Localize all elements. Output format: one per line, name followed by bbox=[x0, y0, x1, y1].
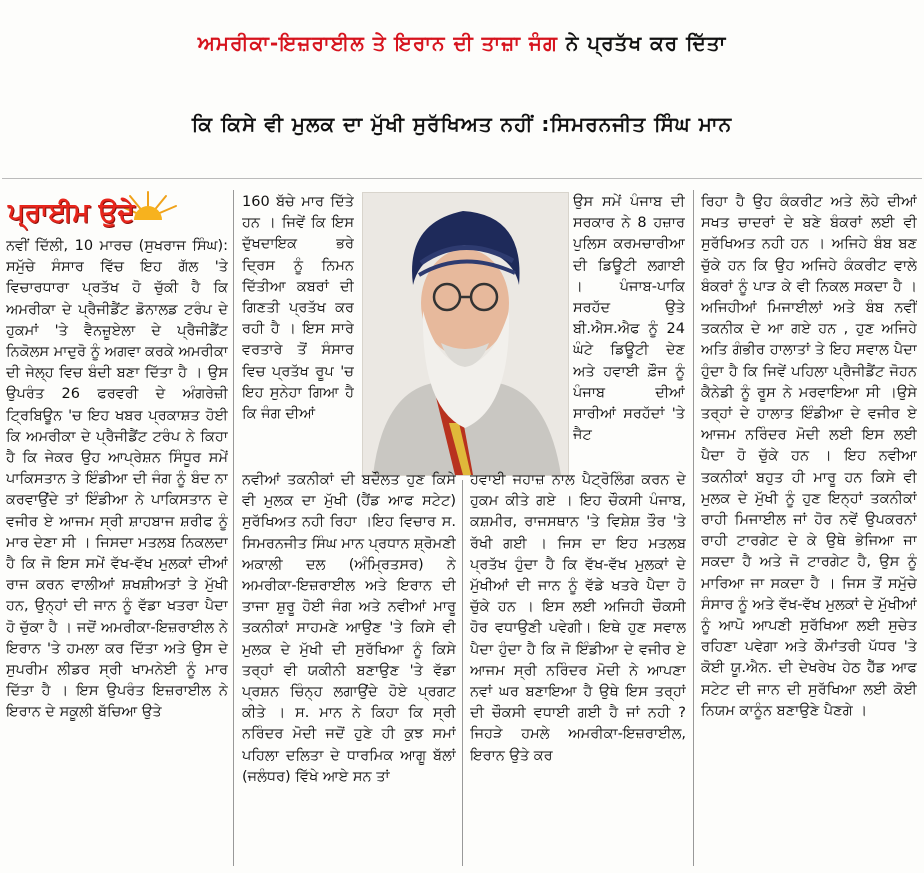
portrait-illustration bbox=[363, 193, 568, 475]
logo-text: ਪ੍ਰਾਈਮ ਉਦੇ bbox=[8, 198, 135, 228]
portrait-photo bbox=[362, 192, 569, 476]
column-separator bbox=[693, 190, 694, 866]
article-column-1: ਨਵੀਂ ਦਿੱਲੀ, 10 ਮਾਰਚ (ਸੁਖਰਾਜ ਸਿੰਘ): ਸਮੁੱਚੇ ਸੰਸਾਰ ਵਿੱਚ ਇਹ ਗੱਲ 'ਤੇ ਵਿਚਾਰਧਾਰਾ ਪ੍ਰਤੱਖ ਹੋ ਚੁੱਕੀ ਹੈ ਕਿ ਅਮਰੀਕਾ ਦੇ ਪ੍ਰੈਜੀਡੈਂਟ ਡੋਨਾਲਡ ਟਰੰਪ ਦੇ ਹੁਕਮਾਂ 'ਤੇ ਵੈਨਜ਼ੂਏਲਾ ਦੇ ਪ੍ਰੈਜੀਡੈਂਟ ਨਿਕੋਲਸ ਮਾਦੁਰੋ ਨੂੰ ਅਗਵਾ ਕਰਕੇ ਅਮਰੀਕਾ ਦੀ ਜੇਲ੍ਹ ਵਿਚ ਬੰਦੀ ਬਣਾ ਦਿੱਤਾ ਹੈ । ਉਸ ਉਪਰੰਤ 26 ਫਰਵਰੀ ਦੇ ਅੰਗਰੇਜ਼ੀ ਟ੍ਰਿਬਿਊਨ 'ਚ ਇਹ ਖਬਰ ਪ੍ਰਕਾਸ਼ਤ ਹੋਈ ਕਿ ਅਮਰੀਕਾ ਦੇ ਪ੍ਰੈਜੀਡੈਂਟ ਟਰੰਪ ਨੇ ਕਿਹਾ ਹੈ ਕਿ ਜੇਕਰ ਉਹ ਆਪ੍ਰੇਸ਼ਨ ਸਿੰਧੂਰ ਸਮੇਂ ਪਾਕਿਸਤਾਨ ਤੇ ਇੰਡੀਆ ਦੀ ਜੰਗ ਨੂੰ ਬੰਦ ਨਾ ਕਰਵਾਉਂਦੇ ਤਾਂ ਇੰਡੀਆ ਨੇ ਪਾਕਿਸਤਾਨ ਦੇ ਵਜੀਰ ਏ ਆਜਮ ਸ੍ਰੀ ਸ਼ਾਹਬਾਜ ਸ਼ਰੀਫ ਨੂੰ ਮਾਰ ਦੇਣਾ ਸੀ । ਜਿਸਦਾ ਮਤਲਬ ਨਿਕਲਦਾ ਹੈ ਕਿ ਜੋ ਇਸ ਸਮੇਂ ਵੱਖ-ਵੱਖ ਮੁਲਕਾਂ ਦੀਆਂ ਰਾਜ ਕਰਨ ਵਾਲੀਆਂ ਸ਼ਖਸ਼ੀਅਤਾਂ ਤੇ ਮੁੱਖੀ ਹਨ, ਉਨ੍ਹਾਂ ਦੀ ਜਾਨ ਨੂੰ ਵੱਡਾ ਖਤਰਾ ਪੈਦਾ ਹੋ ਚੁੱਕਾ ਹੈ । ਜਦੋਂ ਅਮਰੀਕਾ-ਇਜ਼ਰਾਈਲ ਨੇ ਇਰਾਨ 'ਤੇ ਹਮਲਾ ਕਰ ਦਿੱਤਾ ਅਤੇ ਉਸ ਦੇ ਸੁਪਰੀਮ ਲੀਡਰ ਸ੍ਰੀ ਖਾਮਨੇਈ ਨੂੰ ਮਾਰ ਦਿੱਤਾ ਹੈ । ਇਸ ਉਪਰੰਤ ਇਜ਼ਰਾਈਲ ਨੇ ਇਰਾਨ ਦੇ ਸਕੂਲੀ ਬੱਚਿਆ ਉਤੇ bbox=[6, 238, 228, 721]
article-column-3-top: ਉਸ ਸਮੇਂ ਪੰਜਾਬ ਦੀ ਸਰਕਾਰ ਨੇ 8 ਹਜ਼ਾਰ ਪੁਲਿਸ ਕਰਮਚਾਰੀਆ ਦੀ ਡਿਊਟੀ ਲਗਾਈ । ਪੰਜਾਬ-ਪਾਕਿ ਸਰਹੱਦ ਉਤੇ ਬੀ.ਐਸ.ਐਫ ਨੂੰ 24 ਘੰਟੇ ਡਿਊਟੀ ਦੇਣ ਅਤੇ ਹਵਾਈ ਫ਼ੌਜ ਨੂੰ ਪੰਜਾਬ ਦੀਆਂ ਸਾਰੀਆਂ ਸਰਹੱਦਾਂ 'ਤੇ ਜੈਟ bbox=[573, 194, 685, 444]
headline-divider bbox=[2, 178, 922, 179]
article-column-3-bottom: ਹਵਾਈ ਜਹਾਜ਼ ਨਾਲ ਪੈਟ੍ਰੋਲਿੰਗ ਕਰਨ ਦੇ ਹੁਕਮ ਕੀਤੇ ਗਏ । ਇਹ ਚੌਕਸੀ ਪੰਜਾਬ, ਕਸ਼ਮੀਰ, ਰਾਜਸਥਾਨ 'ਤੇ ਵਿਸ਼ੇਸ਼ ਤੌਰ 'ਤੇ ਰੱਖੀ ਗਈ । ਜਿਸ ਦਾ ਇਹ ਮਤਲਬ ਪ੍ਰਤੱਖ ਹੁੰਦਾ ਹੈ ਕਿ ਵੱਖ-ਵੱਖ ਮੁਲਕਾਂ ਦੇ ਮੁੱਖੀਆਂ ਦੀ ਜਾਨ ਨੂੰ ਵੱਡੇ ਖਤਰੇ ਪੈਦਾ ਹੋ ਚੁੱਕੇ ਹਨ । ਇਸ ਲਈ ਅਜਿਹੀ ਚੌਕਸੀ ਹੋਰ ਵਧਾਉਣੀ ਪਵੇਗੀ। ਇਥੇ ਹੁਣ ਸਵਾਲ ਪੈਦਾ ਹੁੰਦਾ ਹੈ ਕਿ ਜੋ ਇੰਡੀਆ ਦੇ ਵਜੀਰ ਏ ਆਜਮ ਸ੍ਰੀ ਨਰਿੰਦਰ ਮੋਦੀ ਨੇ ਆਪਣਾ ਨਵਾਂ ਘਰ ਬਣਾਇਆ ਹੈ ਉਥੇ ਇਸ ਤਰ੍ਹਾਂ ਦੀ ਚੌਕਸੀ ਵਧਾਈ ਗਈ ਹੈ ਜਾਂ ਨਹੀ ? ਜਿਹੜੇ ਹਮਲੇ ਅਮਰੀਕਾ-ਇਜ਼ਰਾਈਲ, ਇਰਾਨ ਉਤੇ ਕਰ bbox=[470, 472, 686, 764]
article-column-4: ਰਿਹਾ ਹੈ ਉਹ ਕੰਕਰੀਟ ਅਤੇ ਲੋਹੇ ਦੀਆਂ ਸਖਤ ਚਾਦਰਾਂ ਦੇ ਬਣੇ ਬੰਕਰਾਂ ਲਈ ਵੀ ਸੁਰੱਖਿਅਤ ਨਹੀ ਹਨ । ਅਜਿਹੇ ਬੰਬ ਬਣ ਚੁੱਕੇ ਹਨ ਕਿ ਉਹ ਅਜਿਹੇ ਕੰਕਰੀਟ ਵਾਲੇ ਬੰਕਰਾਂ ਨੂੰ ਪਾੜ ਕੇ ਵੀ ਨਿਕਲ ਸਕਦਾ ਹੈ । ਅਜਿਹੀਆਂ ਮਿਜਾਈਲਾਂ ਅਤੇ ਬੰਬ ਨਵੀਂ ਤਕਨੀਕ ਦੇ ਆ ਗਏ ਹਨ , ਹੁਣ ਅਜਿਹੇ ਅਤਿ ਗੰਭੀਰ ਹਾਲਾਤਾਂ ਤੇ ਇਹ ਸਵਾਲ ਪੈਦਾ ਹੁੰਦਾ ਹੈ ਕਿ ਜਿਵੇਂ ਪਹਿਲਾ ਪ੍ਰੈਜੀਡੈਂਟ ਜੋਹਨ ਕੈਨੇਡੀ ਨੂੰ ਰੂਸ ਨੇ ਮਰਵਾਇਆ ਸੀ ।ਉਸੇ ਤਰ੍ਹਾਂ ਦੇ ਹਾਲਾਤ ਇੰਡੀਆ ਦੇ ਵਜੀਰ ਏ ਆਜਮ ਨਰਿੰਦਰ ਮੋਦੀ ਲਈ ਇਸ ਲਈ ਪੈਦਾ ਹੋ ਚੁੱਕੇ ਹਨ । ਇਹ ਨਵੀਆ ਤਕਨੀਕਾਂ ਬਹੁਤ ਹੀ ਮਾਰੂ ਹਨ ਕਿਸੇ ਵੀ ਮੁਲਕ ਦੇ ਮੁੱਖੀ ਨੂੰ ਹੁਣ ਇਨ੍ਹਾਂ ਤਕਨੀਕਾਂ ਰਾਹੀ ਮਿਜਾਈਲ ਜਾਂ ਹੋਰ ਨਵੇਂ ਉਪਕਰਨਾਂ ਰਾਹੀ ਟਾਰਗੇਟ ਦੇ ਕੇ ਉਥੇ ਭੇਜਿਆ ਜਾ ਸਕਦਾ ਹੈ ਅਤੇ ਜੋ ਟਾਰਗੇਟ ਹੈ, ਉਸ ਨੂੰ ਮਾਰਿਆ ਜਾ ਸਕਦਾ ਹੈ । ਜਿਸ ਤੋਂ ਸਮੁੱਚੇ ਸੰਸਾਰ ਨੂੰ ਅਤੇ ਵੱਖ-ਵੱਖ ਮੁਲਕਾਂ ਦੇ ਮੁੱਖੀਆਂ ਨੂੰ ਆਪੋ ਆਪਣੀ ਸੁਰੱਖਿਆ ਲਈ ਸੁਚੇਤ ਰਹਿਣਾ ਪਵੇਗਾ ਅਤੇ ਕੌਮਾਂਤਰੀ ਪੱਧਰ 'ਤੇ ਕੋਈ ਯੂ.ਐਨ. ਦੀ ਦੇਖਰੇਖ ਹੇਠ ਹੈੱਡ ਆਫ ਸਟੇਟ ਦੀ ਜਾਨ ਦੀ ਸੁਰੱਖਿਆ ਲਈ ਕੋਈ ਨਿਯਮ ਕਾਨੂੰਨ ਬਣਾਉਣੇ ਪੈਣਗੇ । bbox=[701, 194, 917, 719]
headline-black-part: ਨੇ ਪ੍ਰਤੱਖ ਕਰ ਦਿੱਤਾ bbox=[565, 31, 727, 55]
article-column-2-bottom: ਨਵੀਆਂ ਤਕਨੀਕਾਂ ਦੀ ਬਦੌਲਤ ਹੁਣ ਕਿਸੇ ਵੀ ਮੁਲਕ ਦਾ ਮੁੱਖੀ (ਹੈਂਡ ਆਫ ਸਟੇਟ) ਸੁਰੱਖਿਅਤ ਨਹੀ ਰਿਹਾ ।ਇਹ ਵਿਚਾਰ ਸ. ਸਿਮਰਨਜੀਤ ਸਿੰਘ ਮਾਨ ਪ੍ਰਧਾਨ ਸ਼੍ਰੋਮਣੀ ਅਕਾਲੀ ਦਲ (ਅੰਮ੍ਰਿਤਸਰ) ਨੇ ਅਮਰੀਕਾ-ਇਜ਼ਰਾਈਲ ਅਤੇ ਇਰਾਨ ਦੀ ਤਾਜਾ ਸ਼ੁਰੂ ਹੋਈ ਜੰਗ ਅਤੇ ਨਵੀਆਂ ਮਾਰੂ ਤਕਨੀਕਾਂ ਸਾਹਮਣੇ ਆਉਣ 'ਤੇ ਕਿਸੇ ਵੀ ਮੁਲਕ ਦੇ ਮੁੱਖੀ ਦੀ ਸੁਰੱਖਿਆ ਨੂੰ ਕਿਸੇ ਤਰ੍ਹਾਂ ਵੀ ਯਕੀਨੀ ਬਣਾਉਣ 'ਤੇ ਵੱਡਾ ਪ੍ਰਸ਼ਨ ਚਿੰਨ੍ਹ ਲਗਾਉਂਦੇ ਹੋਏ ਪ੍ਰਗਟ ਕੀਤੇ । ਸ. ਮਾਨ ਨੇ ਕਿਹਾ ਕਿ ਸ੍ਰੀ ਨਰਿੰਦਰ ਮੋਦੀ ਜਦੋਂ ਹੁਣੇ ਹੀ ਕੁਝ ਸਮਾਂ ਪਹਿਲਾ ਦਲਿਤਾ ਦੇ ਧਾਰਮਿਕ ਆਗੂ ਬੱਲਾਂ (ਜਲੰਧਰ) ਵਿੱਖੇ ਆਏ ਸਨ ਤਾਂ bbox=[242, 472, 456, 785]
article-column-2-top: 160 ਬੱਚੇ ਮਾਰ ਦਿੱਤੇ ਹਨ । ਜਿਵੇਂ ਕਿ ਇਸ ਦੁੱਖਦਾਇਕ ਭਰੇ ਦ੍ਰਿਸ ਨੂੰ ਨਿਮਨ ਦਿੱਤੀਆ ਕਬਰਾਂ ਦੀ ਗਿਣਤੀ ਪ੍ਰਤੱਖ ਕਰ ਰਹੀ ਹੈ । ਇਸ ਸਾਰੇ ਵਰਤਾਰੇ ਤੋਂ ਸੰਸਾਰ ਵਿਚ ਪ੍ਰਤੱਖ ਰੂਪ 'ਚ ਇਹ ਸੁਨੇਹਾ ਗਿਆ ਹੈ ਕਿ ਜੰਗ ਦੀਆਂ bbox=[242, 194, 354, 423]
headline-red-part: ਅਮਰੀਕਾ-ਇਜ਼ਰਾਈਲ ਤੇ ਇਰਾਨ ਦੀ ਤਾਜ਼ਾ ਜੰਗ bbox=[197, 31, 558, 55]
column-separator bbox=[462, 480, 463, 866]
column-separator bbox=[233, 190, 234, 866]
headline-line-1 bbox=[0, 10, 924, 76]
headline-line-2: ਕਿ ਕਿਸੇ ਵੀ ਮੁਲਕ ਦਾ ਮੁੱਖੀ ਸੁਰੱਖਿਅਤ ਨਹੀਂ :ਸਿਮਰਨਜੀਤ ਸਿੰਘ ਮਾਨ bbox=[191, 112, 733, 136]
publication-logo bbox=[8, 192, 228, 230]
